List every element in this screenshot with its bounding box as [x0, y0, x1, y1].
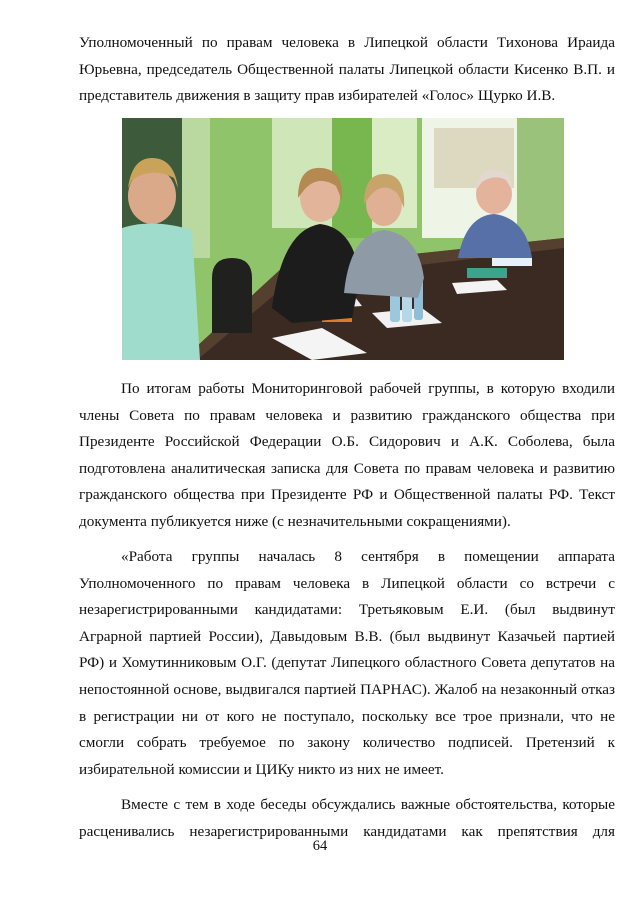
meeting-photo — [122, 118, 564, 360]
page-number: 64 — [312, 838, 328, 854]
paragraph-meeting: «Работа группы началась 8 сентября в помещении аппарата Уполномоченного по правам человека в Липецкой области со встречи с незарегистрированными кандидатами: Третьяковым Е.И. (был выдвинут Аграрной партией России), Давыдовым В.В. (был выдвинут Казачьей партией РФ) и Хомутинниковым О.Г. (депутат Липецкого областного Совета депутатов на непостоянной основе, выдвигался партией ПАРНАС). Жалоб на незаконный отказ в регистрации ни от кого не поступало, поскольку все трое признали, что не смогли собрать требуемое по закону количество подписей. Претензий к избирательной комиссии и ЦИКу никто из них не имеет. — [79, 548, 615, 778]
paragraph-continuation: Вместе с тем в ходе беседы обсуждались важные обстоятельства, которые расценивались незарегистрированными кандидатами как препятствия для — [79, 796, 615, 840]
paragraph-results: По итогам работы Мониторинговой рабочей группы, в которую входили члены Совета по правам человека и развитию гражданского общества при Президенте Российской Федерации О.Б. Сидорович и А.К. Соболева, была подготовлена аналитическая записка для Совета по правам человека и развитию гражданского общества при Президенте РФ и Общественной палаты РФ. Текст документа публикуется ниже (с незначительными сокращениями). — [79, 380, 615, 530]
paragraph-intro: Уполномоченный по правам человека в Липецкой области Тихонова Ираида Юрьевна, председатель Общественной палаты Липецкой области Кисенко В.П. и представитель движения в защиту прав избирателей «Голос» Щурко И.В. — [79, 34, 615, 105]
meeting-photo-illustration — [122, 118, 564, 360]
